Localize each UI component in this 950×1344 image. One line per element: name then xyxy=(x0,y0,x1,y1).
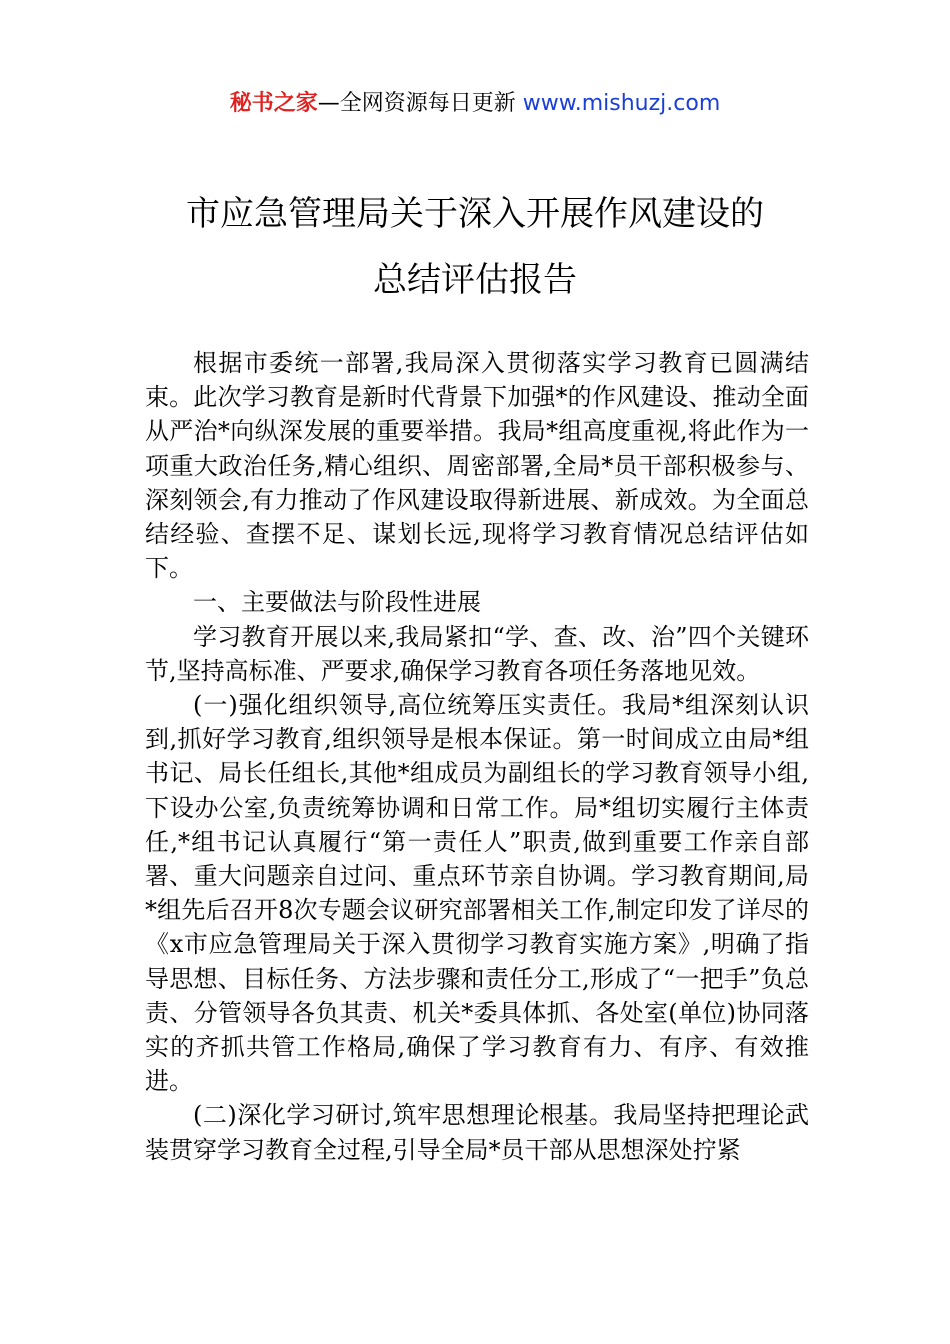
header-tagline: —全网资源每日更新 xyxy=(317,91,523,116)
brand-name: 秘书之家 xyxy=(229,91,318,116)
document-title-line-2: 总结评估报告 xyxy=(373,260,577,300)
site-url-link[interactable]: www.mishuzj.com xyxy=(522,91,721,116)
section-heading-1: 一、主要做法与阶段性进展 xyxy=(193,588,481,617)
paragraph-intro: 根据市委统一部署,我局深入贯彻落实学习教育已圆满结束。此次学习教育是新时代背景下加强*的作风建设、推动全面从严治*向纵深发展的重要举措。我局*组高度重视,将此作为一项重大政治任务,精心组织、周密部署,全局*员干部积极参与、深刻领会,有力推动了作风建设取得新进展、新成效。为全面总结经验、查摆不足、谋划长远,现将学习教育情况总结评估如下。 xyxy=(145,349,809,583)
paragraph-subsection-2: (二)深化学习研讨,筑牢思想理论根基。我局坚持把理论武装贯穿学习教育全过程,引导全局*员干部从思想深处拧紧 xyxy=(145,1101,809,1164)
paragraph-subsection-1: (一)强化组织领导,高位统筹压实责任。我局*组深刻认识到,抓好学习教育,组织领导是根本保证。第一时间成立由局*组书记、局长任组长,其他*组成员为副组长的学习教育领导小组,下设办公室,负责统筹协调和日常工作。局*组切实履行主体责任,*组书记认真履行“第一责任人”职责,做到重要工作亲自部署、重大问题亲自过问、重点环节亲自协调。学习教育期间,局*组先后召开8次专题会议研究部署相关工作,制定印发了详尽的《x市应急管理局关于深入贯彻学习教育实施方案》,明确了指导思想、目标任务、方法步骤和责任分工,形成了“一把手”负总责、分管领导各负其责、机关*委具体抓、各处室(单位)协同落实的齐抓共管工作格局,确保了学习教育有力、有序、有效推进。 xyxy=(145,691,809,1096)
site-header xyxy=(0,88,950,120)
paragraph-overview: 学习教育开展以来,我局紧扣“学、查、改、治”四个关键环节,坚持高标准、严要求,确保学习教育各项任务落地见效。 xyxy=(145,622,809,685)
document-title-line-1: 市应急管理局关于深入开展作风建设的 xyxy=(186,194,764,234)
document-body xyxy=(145,346,809,1167)
